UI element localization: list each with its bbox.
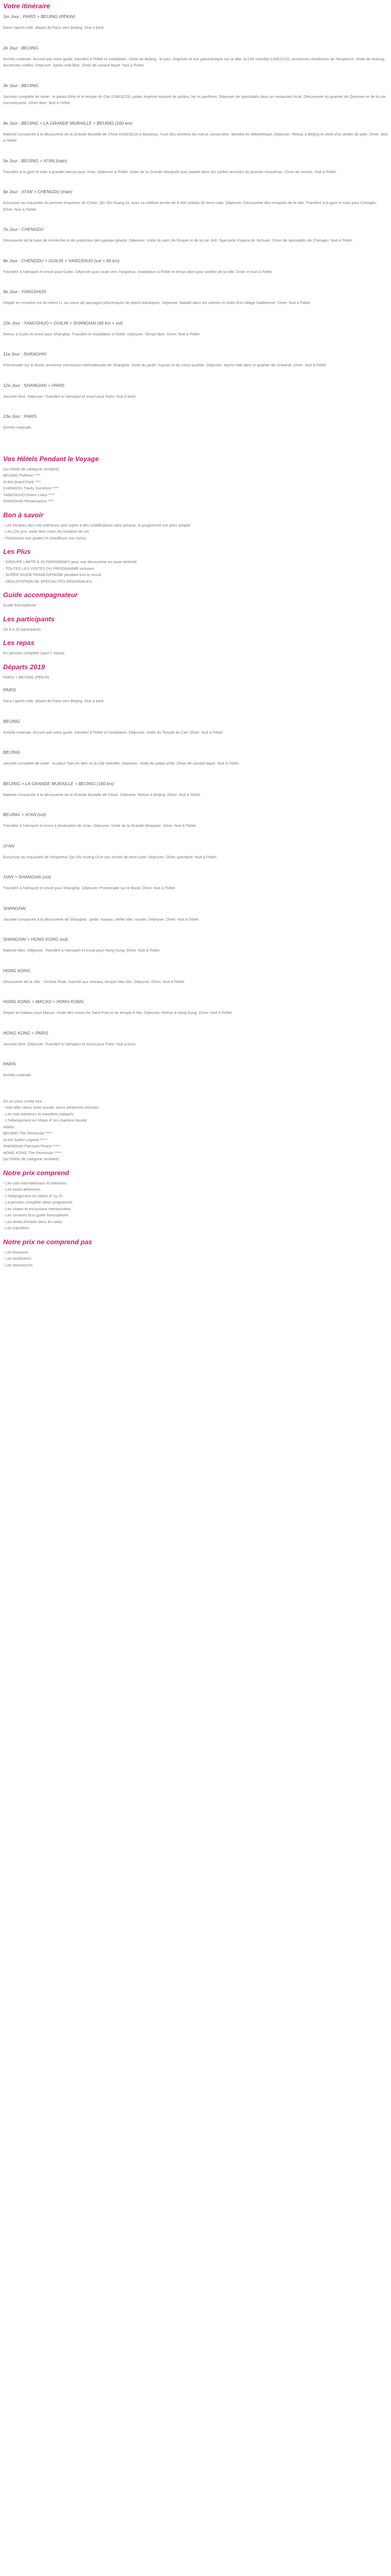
itinerary-day-text: Promenade sur le Bund, ancienne concession internationale de Shanghai. Visite du jardin Yuyuan et du vieux quartier. Déjeuner. Après-midi dans le quartier de Xintiandi. Dîner. Nuit à l'hôtel.	[3, 363, 328, 367]
info-line: (ou hôtels de catégorie similaire)	[3, 1157, 59, 1161]
price-includes-line: - La pension complète selon programme.	[3, 1200, 74, 1205]
departure-day-text: Transfert à l'aéroport et envol à destination de Xi'an. Déjeuner. Visite de la Grande Mosquée. Dîner. Nuit à l'hôtel.	[3, 823, 197, 828]
itinerary-day-text: Journée libre. Déjeuner. Transfert à l'aéroport et envol pour Paris. Nuit à bord.	[3, 394, 137, 399]
info-line: - Les vols intérieurs et transferts indiqués.	[3, 1111, 75, 1116]
itinerary-day-title: 3e Jour : BEIJING	[3, 82, 39, 88]
departure-day-title: HONG KONG > MACAO > HONG KONG	[3, 999, 84, 1004]
departure-day-text: Journée complète de visite : la place Tian An Men et la Cité Interdite. Déjeuner. Visite du palais d'été. Dîner de canard laqué. Nuit à l'hôtel.	[3, 761, 240, 766]
extras-list	[3, 559, 388, 585]
price-excludes-line: - Les pourboires.	[3, 1256, 32, 1261]
guide-title: Guide accompagnateur	[3, 591, 78, 599]
itinerary-day-text: Départ en croisière sur la rivière Li, au coeur de paysages pittoresques de pitons karstiques. Déjeuner. Balade dans les rizières et visite d'un village traditionnel. Dîner. Nuit à l'hôtel.	[3, 300, 311, 305]
itinerary-day-title: 7e Jour : CHENGDU	[3, 227, 44, 232]
departure-day-title: BEIJING > LA GRANDE MURAILLE > BEIJING (160 km)	[3, 781, 115, 786]
departure-day-title: PARIS	[3, 1061, 16, 1066]
extras-title: Les Plus	[3, 548, 31, 555]
info-line: HONG KONG The Peninsula *****	[3, 1150, 62, 1155]
departure-day-text: Départ en bateau pour Macao. Visite des ruines de Saint-Paul et du temple A-Ma. Déjeuner. Retour à Hong Kong. Dîner. Nuit à l'hôtel.	[3, 1010, 233, 1015]
departures-title: Départs 2019	[3, 663, 45, 671]
info-line: - L'hébergement en hôtels 4* en chambre double.	[3, 1118, 88, 1123]
itinerary-day-title: 11e Jour : SHANGHAI	[3, 351, 46, 357]
info-line: - Vols aller retour avec escale, taxes aériennes incluses.	[3, 1105, 100, 1110]
itinerary-day-text: Journée complète de visite : le palais d'été et le temple du Ciel (UNESCO), palais impérial entouré de jardins, lac et pavillons. Déjeuner de spécialités dans un restaurant local. Découverte du quartier de Qianmen et de la rue commerçante. Dîner libre. Nuit à l'hôtel.	[3, 94, 386, 105]
departure-day-title: BEIJING	[3, 750, 21, 755]
itinerary-day-title: 8e Jour : CHENGDU > GUILIN > YANGSHUO (vol + 65 km)	[3, 258, 120, 263]
good-to-know-line: - Les 12e jour, visite libre selon les horaires de vol.	[3, 529, 90, 534]
departure-day-text: Matinée libre. Déjeuner. Transfert à l'aéroport et envol pour Hong Kong. Dîner. Nuit à l'hôtel.	[3, 948, 160, 953]
extra-line: - DÉGUSTATION DE SPÉCIALITÉS RÉGIONALES.	[3, 579, 93, 584]
price-includes-line: - Les taxes aériennes.	[3, 1187, 41, 1192]
departure-day-title: BEIJING > XI'AN (vol)	[3, 812, 46, 817]
departure-day-title: HONG KONG > PARIS	[3, 1030, 48, 1036]
extra-line: - TOUTES LES VISITES DU PROGRAMME incluses.	[3, 566, 95, 571]
price-includes-line: - Les droits d'entrée dans les sites.	[3, 1219, 63, 1224]
departure-day-text: Journée consacrée à la découverte de Shanghai : jardin Yuyuan, vieille ville, musée. Déjeuner. Dîner. Nuit à l'hôtel.	[3, 917, 200, 922]
itinerary-day-text: Arrivée matinale. Accueil par votre guide, transfert à l'hôtel et installation. Visite de Beijing : le parc Jingshan et vue panoramique sur la ville, la Cité Interdite (UNESCO), anciennes résidences de l'empereur. Visite de Hutong, anciennes ruelles. Déjeuner. Après-midi libre. Dîner de canard laqué. Nuit à l'hôtel.	[3, 56, 385, 67]
info-line: XI'AN Sofitel Legend *****	[3, 1137, 47, 1142]
departure-day-text: Dans l'après-midi, départ de Paris vers Beijing. Nuit à bord.	[3, 699, 105, 703]
departure-day-text: Arrivée matinale. Accueil par votre guide, transfert à l'hôtel et installation. Déjeuner. Visite du Temple du Ciel. Dîner. Nuit à l'hôtel.	[3, 730, 224, 735]
good-to-know-line: - Pourboires aux guides et chauffeurs non inclus.	[3, 535, 87, 540]
good-to-know-line: - Les horaires des vols intérieurs sont sujets à des modifications sans préavis, le programme est alors adapté.	[3, 522, 191, 528]
info-line: BEIJING The Peninsula *****	[3, 1131, 53, 1136]
departure-day-title: SHANGHAI	[3, 905, 26, 911]
price-includes-line: - Les vols internationaux et intérieurs.	[3, 1180, 68, 1185]
participants-title: Les participants	[3, 615, 55, 623]
itinerary-day-title: 6e Jour : XI'AN > CHENGDU (train)	[3, 189, 73, 194]
guide-text: Guide francophone.	[3, 603, 37, 607]
price-excludes-line: - Les assurances.	[3, 1262, 34, 1267]
info-line: On en vous confie tout :	[3, 1098, 44, 1104]
itinerary-day-text: Transfert à l'aéroport et envol pour Guilin. Déjeuner puis route vers Yangshuo. Installation à l'hôtel et temps libre pour profiter de la ville. Dîner et nuit à l'hôtel.	[3, 269, 273, 274]
itinerary-day-text: Dans l'après-midi, départ de Paris vers Beijing. Nuit à bord.	[3, 25, 105, 30]
price-excludes-list	[3, 1249, 388, 1269]
info-line: Hôtels :	[3, 1124, 17, 1129]
price-includes-list	[3, 1180, 388, 1232]
hotel-line: BEIJING Pullman ****	[3, 473, 41, 478]
good-to-know-title: Bon à savoir	[3, 511, 44, 519]
departure-day-text: Arrivée matinale.	[3, 1073, 32, 1077]
info-list	[3, 1098, 388, 1163]
price-includes-line: - Les visites et excursions mentionnées.	[3, 1206, 72, 1211]
hotel-line: CHENGDU Tianfu Sunshine ****	[3, 486, 59, 490]
extra-line: - GROUPE LIMITÉ À 20 PERSONNES pour une découverte en toute sérénité.	[3, 560, 138, 564]
departure-day-title: XIAN > SHANGHAI (vol)	[3, 874, 51, 879]
departure-day-title: BEIJING	[3, 718, 21, 724]
itinerary-day-text: Transfert à la gare et train à grande vitesse pour Xi'an. Déjeuner à l'hôtel. Visite de la Grande Mosquée puis balade dans les ruelles animées du quartier musulman. Dîner de raviolis. Nuit à l'hôtel.	[3, 169, 337, 174]
departure-day-title: PARIS	[3, 687, 16, 692]
departure-day-text: Excursion au mausolée de l'empereur Qin Shi Huang Di et son armée de terre cuite. Déjeuner. Dîner spectacle. Nuit à l'hôtel.	[3, 854, 218, 859]
itinerary-day-title: 5e Jour : BEIJING > XI'AN (train)	[3, 158, 68, 163]
departure-day-text: Transfert à l'aéroport et envol pour Shanghai. Déjeuner. Promenade sur le Bund. Dîner. Nuit à l'hôtel.	[3, 886, 176, 890]
price-excludes-line: - Les boissons.	[3, 1249, 29, 1255]
itinerary-day-text: Arrivée matinale.	[3, 425, 32, 430]
departure-day-text: Matinée consacrée à la découverte de la Grande Muraille de Chine. Déjeuner. Retour à Beijing. Dîner. Nuit à l'hôtel.	[3, 792, 201, 797]
good-to-know-list	[3, 522, 388, 542]
departures-route: PARIS > BEIJING (PÉKIN)	[3, 674, 50, 680]
participants-text: De 6 à 20 participants.	[3, 626, 42, 632]
itinerary-day-title: 12e Jour : SHANGHAI > PARIS	[3, 382, 65, 388]
departure-day-title: HONG KONG	[3, 968, 30, 973]
price-includes-line: - Les services d'un guide francophone.	[3, 1213, 70, 1217]
itinerary-day-text: Retour à Guilin et envol pour Shanghai. Transfert et installation à l'hôtel. Déjeuner. Temps libre. Dîner. Nuit à l'hôtel.	[3, 331, 201, 336]
itinerary-day-title: 4e Jour : BEIJING > LA GRANDE MURAILLE > BEIJING (160 km)	[3, 120, 133, 126]
itinerary-day-text: Matinée consacrée à la découverte de la Grande Muraille de Chine (UNESCO) à Mutianyu, l'une des sections les mieux conservées. Montée en téléphérique. Déjeuner. Retour à Beijing et visite d'un atelier de jade. Dîner. Nuit à l'hôtel.	[3, 131, 388, 143]
itinerary-title: Votre itinéraire	[3, 2, 51, 10]
departure-day-text: Découverte de la ville : Victoria Peak, marché aux oiseaux, temple Man Mo. Déjeuner. Dîner. Nuit à l'hôtel.	[3, 979, 185, 984]
price-includes-title: Notre prix comprend	[3, 1168, 69, 1177]
itinerary-list	[3, 13, 388, 445]
hotel-line: SHANGHAI Renaissance ****	[3, 499, 54, 503]
departure-day-title: XI'AN	[3, 843, 14, 849]
extra-line: - SUPER GUIDE FRANCOPHONE pendant tout le circuit.	[3, 572, 103, 577]
hotel-line: (ou hôtels de catégorie similaire)	[3, 466, 59, 471]
itinerary-day-text: Découverte de la base de recherche et de protection des pandas géants. Déjeuner. Visite du parc du Peuple et de la rue Jinli. Spectacle d'opéra du Sichuan. Dîner de spécialités de Chengdu. Nuit à l'hôtel.	[3, 238, 353, 243]
hotels-title: Vos Hôtels Pendant le Voyage	[3, 454, 99, 463]
price-excludes-title: Notre prix ne comprend pas	[3, 1238, 92, 1246]
itinerary-day-title: 1er Jour : PARIS > BEIJING (PÉKIN)	[3, 14, 75, 19]
meals-text: En pension complète (sauf 2 repas).	[3, 651, 66, 655]
info-line: SHANGHAI Fairmont Peace *****	[3, 1144, 60, 1148]
price-includes-line: - L'hébergement en hôtels 4* ou 5*.	[3, 1193, 64, 1198]
itinerary-day-text: Excursion au mausolée du premier empereur de Chine, Qin Shi Huang Di, avec sa célèbre armée de 8 000 soldats de terre cuite. Déjeuner. Découverte des remparts de la ville. Transfert à la gare et train pour Chengdu. Dîner. Nuit à l'hôtel.	[3, 200, 377, 212]
itinerary-day-title: 10e Jour : YANGSHUO > GUILIN > SHANGHAI (65 km + vol)	[3, 320, 123, 326]
meals-title: Les repas	[3, 639, 35, 647]
hotel-line: YANGSHUO Green Lotus ****	[3, 492, 55, 497]
hotel-line: XI'AN Grand Park ****	[3, 479, 41, 484]
price-includes-line: - Les transferts.	[3, 1226, 30, 1230]
departure-day-text: Journée libre. Déjeuner. Transfert à l'aéroport et envol pour Paris. Nuit à bord.	[3, 1041, 137, 1046]
departure-day-title: SHANGHAI > HONG KONG (vol)	[3, 937, 68, 942]
departures-list	[3, 687, 388, 1092]
page	[0, 0, 391, 1268]
hotels-list	[3, 466, 388, 505]
itinerary-day-title: 9e Jour : YANGSHUO	[3, 289, 46, 294]
itinerary-day-title: 2e Jour : BEIJING	[3, 45, 39, 50]
itinerary-day-title: 13e Jour : PARIS	[3, 414, 37, 419]
